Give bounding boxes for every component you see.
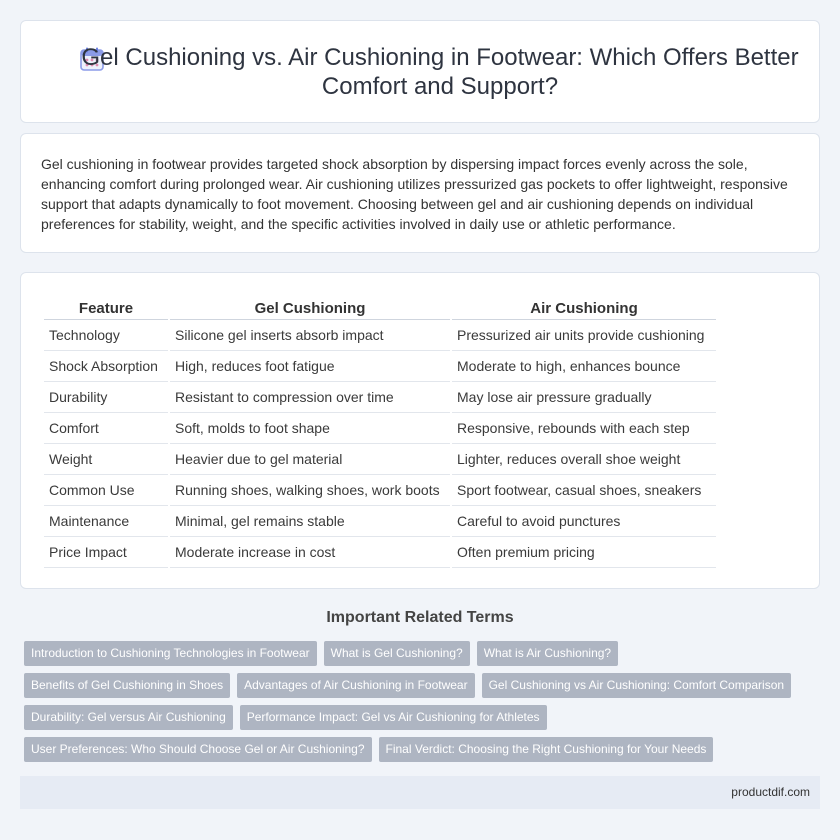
table-row xyxy=(44,320,716,351)
cell-feature: Weight xyxy=(44,444,168,475)
cell-air: May lose air pressure gradually xyxy=(452,382,716,413)
footer xyxy=(20,776,820,809)
cell-gel: Heavier due to gel material xyxy=(170,444,450,475)
comparison-card xyxy=(20,272,820,589)
table-header-row xyxy=(44,295,716,320)
page-title-wrap xyxy=(81,43,799,101)
cell-feature: Price Impact xyxy=(44,537,168,568)
cell-gel: Silicone gel inserts absorb impact xyxy=(170,320,450,351)
related-term-link[interactable]: What is Air Cushioning? xyxy=(477,641,618,666)
tag-row xyxy=(24,641,824,666)
tag-row xyxy=(24,673,824,698)
cell-gel: Moderate increase in cost xyxy=(170,537,450,568)
cell-feature: Durability xyxy=(44,382,168,413)
cell-air: Often premium pricing xyxy=(452,537,716,568)
related-term-link[interactable]: Advantages of Air Cushioning in Footwear xyxy=(237,673,474,698)
related-terms-list xyxy=(24,641,824,769)
cell-feature: Technology xyxy=(44,320,168,351)
table-row xyxy=(44,506,716,537)
cell-air: Lighter, reduces overall shoe weight xyxy=(452,444,716,475)
table-row xyxy=(44,351,716,382)
table-row xyxy=(44,413,716,444)
related-term-link[interactable]: Durability: Gel versus Air Cushioning xyxy=(24,705,233,730)
table-row xyxy=(44,382,716,413)
page-title: Gel Cushioning vs. Air Cushioning in Footwear: Which Offers Better Comfort and Support? xyxy=(81,44,799,100)
cell-gel: Running shoes, walking shoes, work boots xyxy=(170,475,450,506)
related-term-link[interactable]: Gel Cushioning vs Air Cushioning: Comfort Comparison xyxy=(482,673,791,698)
comparison-table xyxy=(42,295,718,568)
tag-row xyxy=(24,705,824,730)
cell-air: Moderate to high, enhances bounce xyxy=(452,351,716,382)
header-feature: Feature xyxy=(44,295,168,320)
related-terms-heading: Important Related Terms xyxy=(326,609,514,626)
cell-gel: High, reduces foot fatigue xyxy=(170,351,450,382)
cell-feature: Common Use xyxy=(44,475,168,506)
tag-row xyxy=(24,737,824,762)
related-term-link[interactable]: Introduction to Cushioning Technologies in Footwear xyxy=(24,641,317,666)
cell-gel: Minimal, gel remains stable xyxy=(170,506,450,537)
related-term-link[interactable]: User Preferences: Who Should Choose Gel or Air Cushioning? xyxy=(24,737,372,762)
site-name[interactable]: productdif.com xyxy=(731,785,810,799)
intro-paragraph: Gel cushioning in footwear provides targeted shock absorption by dispersing impact forces evenly across the sole, enhancing comfort during prolonged wear. Air cushioning utilizes pressurized gas pockets to offer lightweight, responsive support that adapts dynamically to foot movement. Choosing between gel and air cushioning depends on individual preferences for stability, weight, and the specific activities involved in daily use or athletic performance. xyxy=(41,156,788,232)
cell-air: Responsive, rebounds with each step xyxy=(452,413,716,444)
title-card xyxy=(20,20,820,123)
cell-air: Pressurized air units provide cushioning xyxy=(452,320,716,351)
related-term-link[interactable]: What is Gel Cushioning? xyxy=(324,641,470,666)
related-term-link[interactable]: Final Verdict: Choosing the Right Cushioning for Your Needs xyxy=(379,737,714,762)
cell-air: Sport footwear, casual shoes, sneakers xyxy=(452,475,716,506)
table-row xyxy=(44,537,716,568)
cell-feature: Shock Absorption xyxy=(44,351,168,382)
cell-gel: Resistant to compression over time xyxy=(170,382,450,413)
cell-feature: Maintenance xyxy=(44,506,168,537)
cell-air: Careful to avoid punctures xyxy=(452,506,716,537)
related-term-link[interactable]: Performance Impact: Gel vs Air Cushioning for Athletes xyxy=(240,705,547,730)
intro-card xyxy=(20,133,820,253)
table-row xyxy=(44,444,716,475)
related-term-link[interactable]: Benefits of Gel Cushioning in Shoes xyxy=(24,673,230,698)
cell-gel: Soft, molds to foot shape xyxy=(170,413,450,444)
header-gel: Gel Cushioning xyxy=(170,295,450,320)
header-air: Air Cushioning xyxy=(452,295,716,320)
table-row xyxy=(44,475,716,506)
cell-feature: Comfort xyxy=(44,413,168,444)
